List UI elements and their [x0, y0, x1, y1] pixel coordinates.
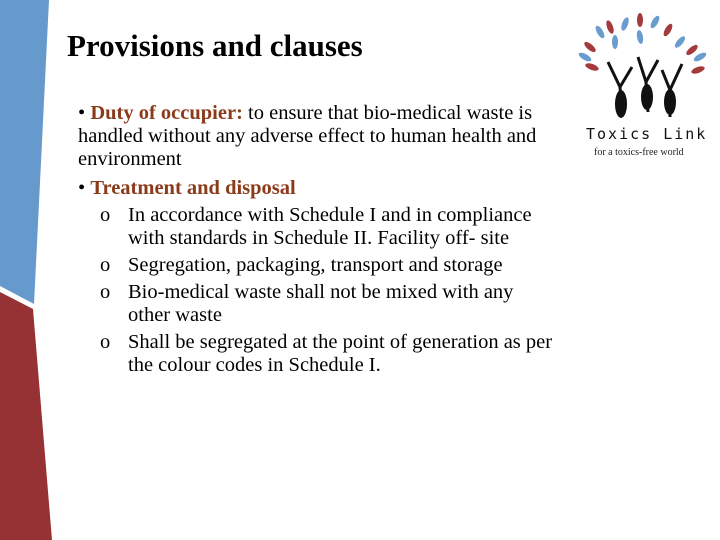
sub-item-text: Segregation, packaging, transport and storage: [128, 254, 503, 276]
bullet-item: • Duty of occupier: to ensure that bio-medical waste is handled without any adverse effect to human health and environment: [78, 102, 537, 170]
logo-name: Toxics Link: [586, 125, 708, 143]
sub-item-text: In accordance with Schedule I and in compliance with standards in Schedule II. Facility off- site: [128, 204, 532, 249]
bullet-label: Treatment and disposal: [90, 177, 296, 199]
slide-title: Provisions and clauses: [67, 28, 363, 63]
sub-item: o Bio-medical waste shall not be mixed with any other waste: [100, 281, 514, 326]
slide-body: [78, 102, 558, 381]
sub-item: o Shall be segregated at the point of generation as per the colour codes in Schedule I.: [100, 331, 553, 376]
sub-item: o In accordance with Schedule I and in compliance with standards in Schedule II. Facility off- site: [100, 204, 532, 249]
side-decoration: [0, 0, 60, 540]
sub-item: o Segregation, packaging, transport and storage: [100, 254, 503, 276]
sub-item-text: Bio-medical waste shall not be mixed with any other waste: [128, 281, 514, 326]
bullet-item: • Treatment and disposal: [78, 177, 296, 199]
bullet-text: to ensure that bio-medical waste is handled without any adverse effect to human health and environment: [78, 102, 537, 170]
sub-item-text: Shall be segregated at the point of generation as per the colour codes in Schedule I.: [128, 331, 553, 376]
logo-tagline: for a toxics-free world: [594, 147, 684, 158]
bullet-label: Duty of occupier:: [90, 102, 243, 124]
